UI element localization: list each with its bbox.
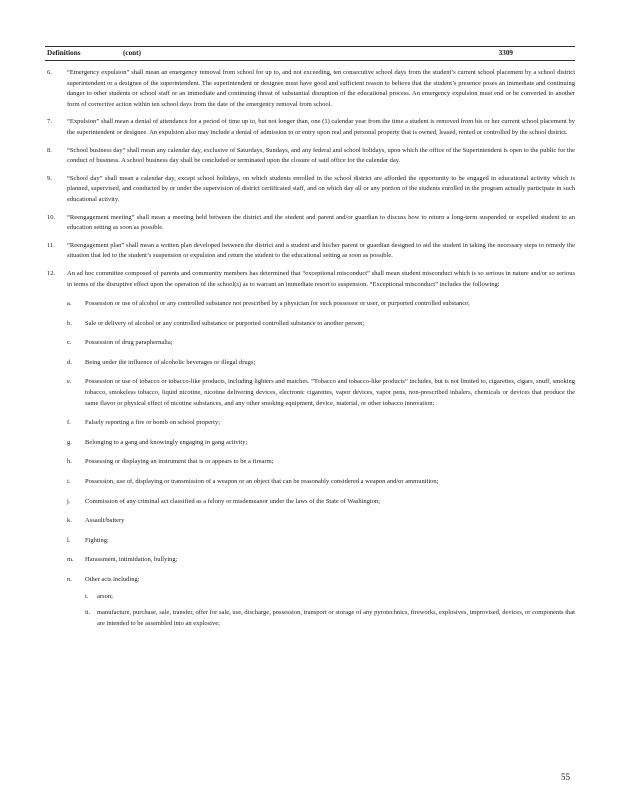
list-letter: k. [67, 517, 72, 525]
list-text: Possession of drug paraphernalia; [85, 339, 173, 347]
definition-number: 9. [47, 174, 52, 182]
definition-text: “School business day” shall mean any calendar day, exclusive of Saturdays, Sundays, and any federal and school holidays, upon which the office of the Superintendent is open to the public for the conduct of business. A school business day shall be concluded or terminated upon the closure of said office for the calendar day. [67, 146, 575, 165]
list-text: Other acts including: [85, 576, 140, 583]
list-item [45, 497, 575, 508]
list-letter: f. [67, 419, 71, 427]
definition-item [45, 241, 575, 262]
list-letter: l. [67, 536, 71, 544]
list-text: Assault/battery [85, 517, 125, 525]
definition-text: “Reengagement meeting” shall mean a meeting held between the district and the student and parent and/or guardian to discuss how to return a long-term suspended or expelled student to an education setting as soon as possible. [67, 213, 575, 232]
page-number: 55 [561, 772, 570, 782]
list-text: Possession or use of alcohol or any controlled substance not prescribed by a physician for such possessor or user, or purported controlled substance; [85, 300, 470, 308]
list-item [45, 319, 575, 330]
section-title: Definitions [47, 49, 81, 57]
list-item [45, 358, 575, 369]
sub-list-text: arson; [97, 592, 113, 600]
list-letter: b. [67, 319, 72, 327]
list-text: Possession or use of tobacco or tobacco-like products, including lighters and matches. “Tobacco and tobacco-like products” includes, but is not limited to, cigarettes, cigars, snuff, smoking tobacco, smokeless tobacco, liquid nicotine, nicotine delivering devices, electronic cigarettes, vapor devices, vapor pens, non-prescribed inhalers, chemicals or devices that produce the same flavor or physical effect of nicotine substances, and any other smoking equipment, device, material, or other tobacco innovation; [85, 378, 575, 407]
definition-item [45, 213, 575, 234]
list-item [45, 438, 575, 449]
list-item [45, 536, 575, 547]
list-letter: h. [67, 458, 72, 466]
list-text: Commission of any criminal act classified as a felony or misdemeanor under the laws of the State of Washington; [85, 497, 381, 505]
list-letter: e. [67, 378, 72, 386]
definition-text: An ad hoc committee composed of parents and community members has determined that “exceptional misconduct” shall mean student misconduct which is so serious in nature and/or so serious in terms of the disruptive effect upon the operation of the school(s) as to warrant an immediate resort to suspension. “Exceptional misconduct” includes the following: [67, 269, 575, 288]
definition-item [45, 146, 575, 167]
list-letter: g. [67, 438, 72, 446]
definition-number: 6. [47, 69, 52, 76]
sub-list-numeral: ii. [85, 609, 91, 617]
section-continued-label: (cont) [123, 49, 141, 57]
list-text: Falsely reporting a fire or bomb on school property; [85, 419, 221, 427]
sub-list-item [45, 608, 575, 629]
list-text: Harassment, intimidation, bullying; [85, 556, 178, 564]
sub-list-item [45, 592, 575, 603]
list-text: Possessing or displaying an instrument that is or appears to be a firearm; [85, 458, 274, 466]
definition-text: “Expulsion” shall mean a denial of attendance for a period of time up to, but not longer than, one (1) calendar year from the time a student is removed from his or her current school placement by the superintendent or designee. An expulsion also may include a denial of admission to or entry upon real and personal property that is owned, leased, rented or controlled by the school district. [67, 118, 575, 136]
definition-text: “Reengagement plan” shall mean a written plan developed between the district and a student and his/her parent or guardian designed to aid the student in taking the necessary steps to remedy the situation that led to the student’s suspension or expulsion and return the student to the educational setting as soon as possible. [67, 241, 575, 260]
list-item [45, 377, 575, 409]
list-letter: j. [67, 497, 71, 505]
list-letter: i. [67, 478, 71, 486]
list-letter: d. [67, 358, 72, 366]
sub-list-numeral: i. [85, 592, 89, 600]
sub-list-text: manufacture, purchase, sale, transfer, offer for sale, use, discharge, possession, transport or storage of any pyrotechnics, fireworks, explosives, improvised, devices, or components that are intended to be assembled into an explosive; [97, 609, 575, 627]
list-letter: c. [67, 339, 72, 347]
list-item [45, 418, 575, 429]
definition-number: 11. [47, 241, 55, 249]
definition-text: “Emergency expulsion” shall mean an emergency removal from school for up to, and not exceeding, ten consecutive school days from the student’s current school placement by a school district superintendent or a designee of the superintendent. The superintendent or designee must have good and sufficient reason to believe that the student’s presence poses an immediate and continuing danger to other students or school staff or an immediate and continuing threat of substantial disruption of the educational process. An emergency expulsion must end or be converted to another form of corrective action within ten school days from the date of the emergency removal from school. [67, 69, 575, 108]
list-letter: n. [67, 576, 72, 583]
list-item [45, 299, 575, 310]
list-item [45, 555, 575, 566]
list-item [45, 575, 575, 586]
list-item [45, 477, 575, 488]
definition-number: 8. [47, 146, 52, 154]
definitions-content [45, 68, 575, 636]
list-text: Fighting; [85, 536, 109, 544]
definition-item [45, 269, 575, 629]
definition-item [45, 174, 575, 206]
list-item [45, 516, 575, 527]
definition-number: 12. [47, 269, 56, 277]
list-text: Sale or delivery of alcohol or any controlled substance or purported controlled substance to another person; [85, 319, 365, 327]
definition-text: “School day” shall mean a calendar day, except school holidays, on which students enrolled in the school district are afforded the opportunity to be engaged in educational activity which is planned, supervised, and conducted by or under the supervision of district certificated staff, and on which day all or any portion of the students enrolled in the program actually participate in such educational activity. [67, 174, 575, 203]
definition-number: 7. [47, 118, 52, 126]
list-text: Being under the influence of alcoholic beverages or illegal drugs; [85, 358, 256, 366]
list-letter: m. [67, 556, 74, 564]
policy-number: 3309 [498, 49, 513, 57]
definition-number: 10. [47, 213, 56, 221]
definition-item [45, 117, 575, 138]
section-header [45, 46, 575, 61]
definition-item [45, 68, 575, 110]
misconduct-list [45, 299, 575, 629]
list-text: Belonging to a gang and knowingly engaging in gang activity; [85, 438, 248, 446]
list-letter: a. [67, 300, 72, 308]
list-item [45, 338, 575, 349]
list-item [45, 457, 575, 468]
list-text: Possession, use of, displaying or transmission of a weapon or an object that can be reasonably considered a weapon and/or ammunition; [85, 478, 439, 486]
